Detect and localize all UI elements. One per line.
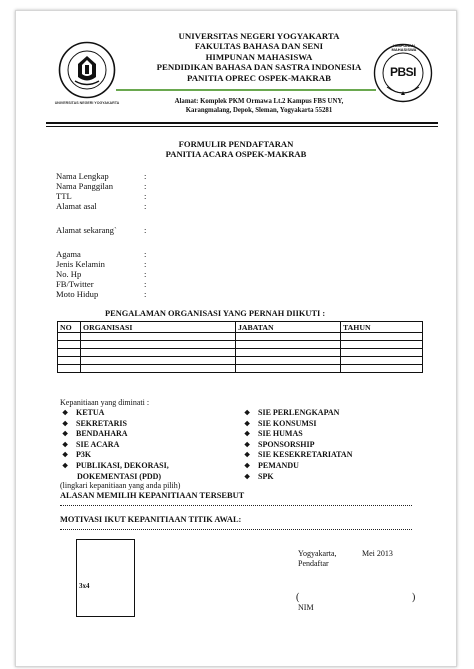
diamond-bullet-icon: ❖ <box>244 409 251 417</box>
committee-note: (lingkari kepanitiaan yang anda pilih) <box>60 481 181 490</box>
table-cell[interactable] <box>81 341 236 349</box>
committee-option: P3K <box>76 450 92 460</box>
table-row <box>58 349 423 357</box>
field-label-ttl: TTL <box>56 191 72 201</box>
field-colon: : <box>144 279 147 289</box>
reason-answer-line[interactable] <box>60 505 412 506</box>
committee-option: SIE KONSUMSI <box>258 418 317 428</box>
photo-size-label: 3x4 <box>79 582 90 590</box>
diamond-bullet-icon: ❖ <box>244 451 251 460</box>
table-cell[interactable] <box>58 349 81 357</box>
field-colon: : <box>144 201 147 211</box>
committee-right-list <box>244 408 352 482</box>
header-rule-thin <box>46 126 438 127</box>
motivation-label: MOTIVASI IKUT KEPANITIAAN TITIK AWAL: <box>60 515 242 524</box>
document-page <box>15 10 457 667</box>
field-label-fb-twitter: FB/Twitter <box>56 279 94 289</box>
signature-role: Pendaftar <box>298 559 329 568</box>
header-line-program: PENDIDIKAN BAHASA DAN SASTRA INDONESIA <box>156 62 362 72</box>
header-line-faculty: FAKULTAS BAHASA DAN SENI <box>194 41 324 51</box>
list-item[interactable] <box>62 429 169 440</box>
field-label-nama-lengkap: Nama Lengkap <box>56 171 109 181</box>
header-line-committee: PANITIA OPREC OSPEK-MAKRAB <box>186 73 331 83</box>
list-item[interactable] <box>62 419 169 430</box>
table-cell[interactable] <box>236 365 341 373</box>
table-cell[interactable] <box>58 365 81 373</box>
committee-option: PUBLIKASI, DEKORASI, <box>76 460 169 470</box>
field-colon: : <box>144 249 147 259</box>
table-cell[interactable] <box>341 333 423 341</box>
header-address-line-1: Alamat: Komplek PKM Ormawa Lt.2 Kampus FBS UNY, <box>174 98 344 105</box>
diamond-bullet-icon: ❖ <box>62 430 69 439</box>
org-table <box>57 321 423 373</box>
org-col-organisasi: ORGANISASI <box>81 322 236 333</box>
signature-paren-open: ( <box>296 592 300 603</box>
list-item[interactable] <box>244 450 352 461</box>
field-colon: : <box>144 181 147 191</box>
org-col-jabatan: JABATAN <box>236 322 341 333</box>
header-line-university: UNIVERSITAS NEGERI YOGYAKARTA <box>178 31 340 41</box>
org-table-header-row <box>58 322 423 333</box>
committee-option: KETUA <box>76 408 105 417</box>
table-cell[interactable] <box>58 341 81 349</box>
table-row <box>58 333 423 341</box>
diamond-bullet-icon: ❖ <box>62 440 69 449</box>
list-item[interactable] <box>244 461 352 472</box>
diamond-bullet-icon: ❖ <box>62 451 69 460</box>
table-row <box>58 357 423 365</box>
committee-option: SIE HUMAS <box>258 429 303 439</box>
list-item[interactable] <box>244 440 352 451</box>
list-item[interactable] <box>62 440 169 451</box>
table-cell[interactable] <box>341 341 423 349</box>
table-cell[interactable] <box>341 365 423 373</box>
signature-paren-close: ) <box>412 592 416 603</box>
list-item[interactable] <box>244 429 352 440</box>
list-item[interactable] <box>62 450 169 461</box>
field-colon: : <box>144 269 147 279</box>
table-cell[interactable] <box>341 357 423 365</box>
reason-label: ALASAN MEMILIH KEPANITIAAN TERSEBUT <box>60 491 245 500</box>
field-label-jenis-kelamin: Jenis Kelamin <box>56 259 105 269</box>
association-logo-mark: PBSI <box>389 65 416 79</box>
diamond-bullet-icon: ❖ <box>62 419 69 428</box>
table-cell[interactable] <box>236 341 341 349</box>
signature-date: Mei 2013 <box>362 549 393 558</box>
diamond-bullet-icon: ❖ <box>244 461 251 470</box>
diamond-bullet-icon: ❖ <box>62 409 69 417</box>
table-cell[interactable] <box>81 333 236 341</box>
university-logo-text: UNIVERSITAS NEGERI YOGYAKARTA <box>54 101 120 105</box>
photo-box <box>76 539 135 617</box>
diamond-bullet-icon: ❖ <box>62 461 69 470</box>
table-cell[interactable] <box>81 365 236 373</box>
field-colon: : <box>144 289 147 299</box>
org-col-tahun: TAHUN <box>341 322 423 333</box>
committee-option: BENDAHARA <box>76 429 128 439</box>
list-item[interactable] <box>62 408 169 419</box>
list-item[interactable] <box>244 408 352 419</box>
diamond-bullet-icon: ❖ <box>244 472 251 481</box>
list-item[interactable] <box>62 461 169 472</box>
diamond-bullet-icon: ❖ <box>244 440 251 449</box>
field-label-moto-hidup: Moto Hidup <box>56 289 99 299</box>
form-subtitle: PANITIA ACARA OSPEK-MAKRAB <box>165 149 307 159</box>
table-row <box>58 365 423 373</box>
form-title: FORMULIR PENDAFTARAN <box>178 139 294 149</box>
header-rule-thick <box>46 122 438 124</box>
diamond-bullet-icon: ❖ <box>244 430 251 439</box>
committee-intro: Kepanitiaan yang diminati : <box>60 398 150 407</box>
list-item[interactable] <box>244 419 352 430</box>
committee-option: SPONSORSHIP <box>258 439 315 449</box>
university-logo-icon <box>58 41 116 99</box>
org-col-no: NO <box>58 322 81 333</box>
header-line-association: HIMPUNAN MAHASISWA <box>205 52 313 62</box>
table-cell[interactable] <box>58 333 81 341</box>
committee-option: SIE ACARA <box>76 439 120 449</box>
list-item[interactable] <box>244 472 352 483</box>
field-label-alamat-sekarang: Alamat sekarang` <box>56 225 117 235</box>
table-cell[interactable] <box>341 349 423 357</box>
header-address-line-2: Karangmalang, Depok, Sleman, Yogyakarta 55281 <box>185 107 333 114</box>
committee-option-continued: DOKEMENTASI (PDD) <box>77 471 162 481</box>
field-label-agama: Agama <box>56 249 81 259</box>
table-cell[interactable] <box>236 357 341 365</box>
diamond-bullet-icon: ❖ <box>244 419 251 428</box>
signature-city: Yogyakarta, <box>298 549 337 558</box>
field-label-nama-panggilan: Nama Panggilan <box>56 181 114 191</box>
table-row <box>58 341 423 349</box>
header-green-rule <box>116 89 376 91</box>
field-label-alamat-asal: Alamat asal <box>56 201 97 211</box>
committee-option: SPK <box>258 471 274 481</box>
field-colon: : <box>144 225 147 235</box>
association-logo-ring-text: HIMPUNAN MAHASISWA <box>391 43 417 52</box>
field-label-no-hp: No. Hp <box>56 269 82 279</box>
field-colon: : <box>144 191 147 201</box>
committee-left-list <box>62 408 169 482</box>
motivation-answer-line[interactable] <box>60 529 412 530</box>
committee-option: SEKRETARIS <box>76 418 127 428</box>
field-colon: : <box>144 259 147 269</box>
field-colon: : <box>144 171 147 181</box>
org-section-title: PENGALAMAN ORGANISASI YANG PERNAH DIIKUTI : <box>105 309 326 318</box>
committee-option: PEMANDU <box>258 460 299 470</box>
table-cell[interactable] <box>81 349 236 357</box>
signature-nim: NIM <box>298 603 314 612</box>
table-cell[interactable] <box>236 349 341 357</box>
committee-option: SIE PERLENGKAPAN <box>258 408 340 417</box>
table-cell[interactable] <box>58 357 81 365</box>
table-cell[interactable] <box>236 333 341 341</box>
committee-option: SIE KESEKRETARIATAN <box>258 450 353 460</box>
table-cell[interactable] <box>81 357 236 365</box>
